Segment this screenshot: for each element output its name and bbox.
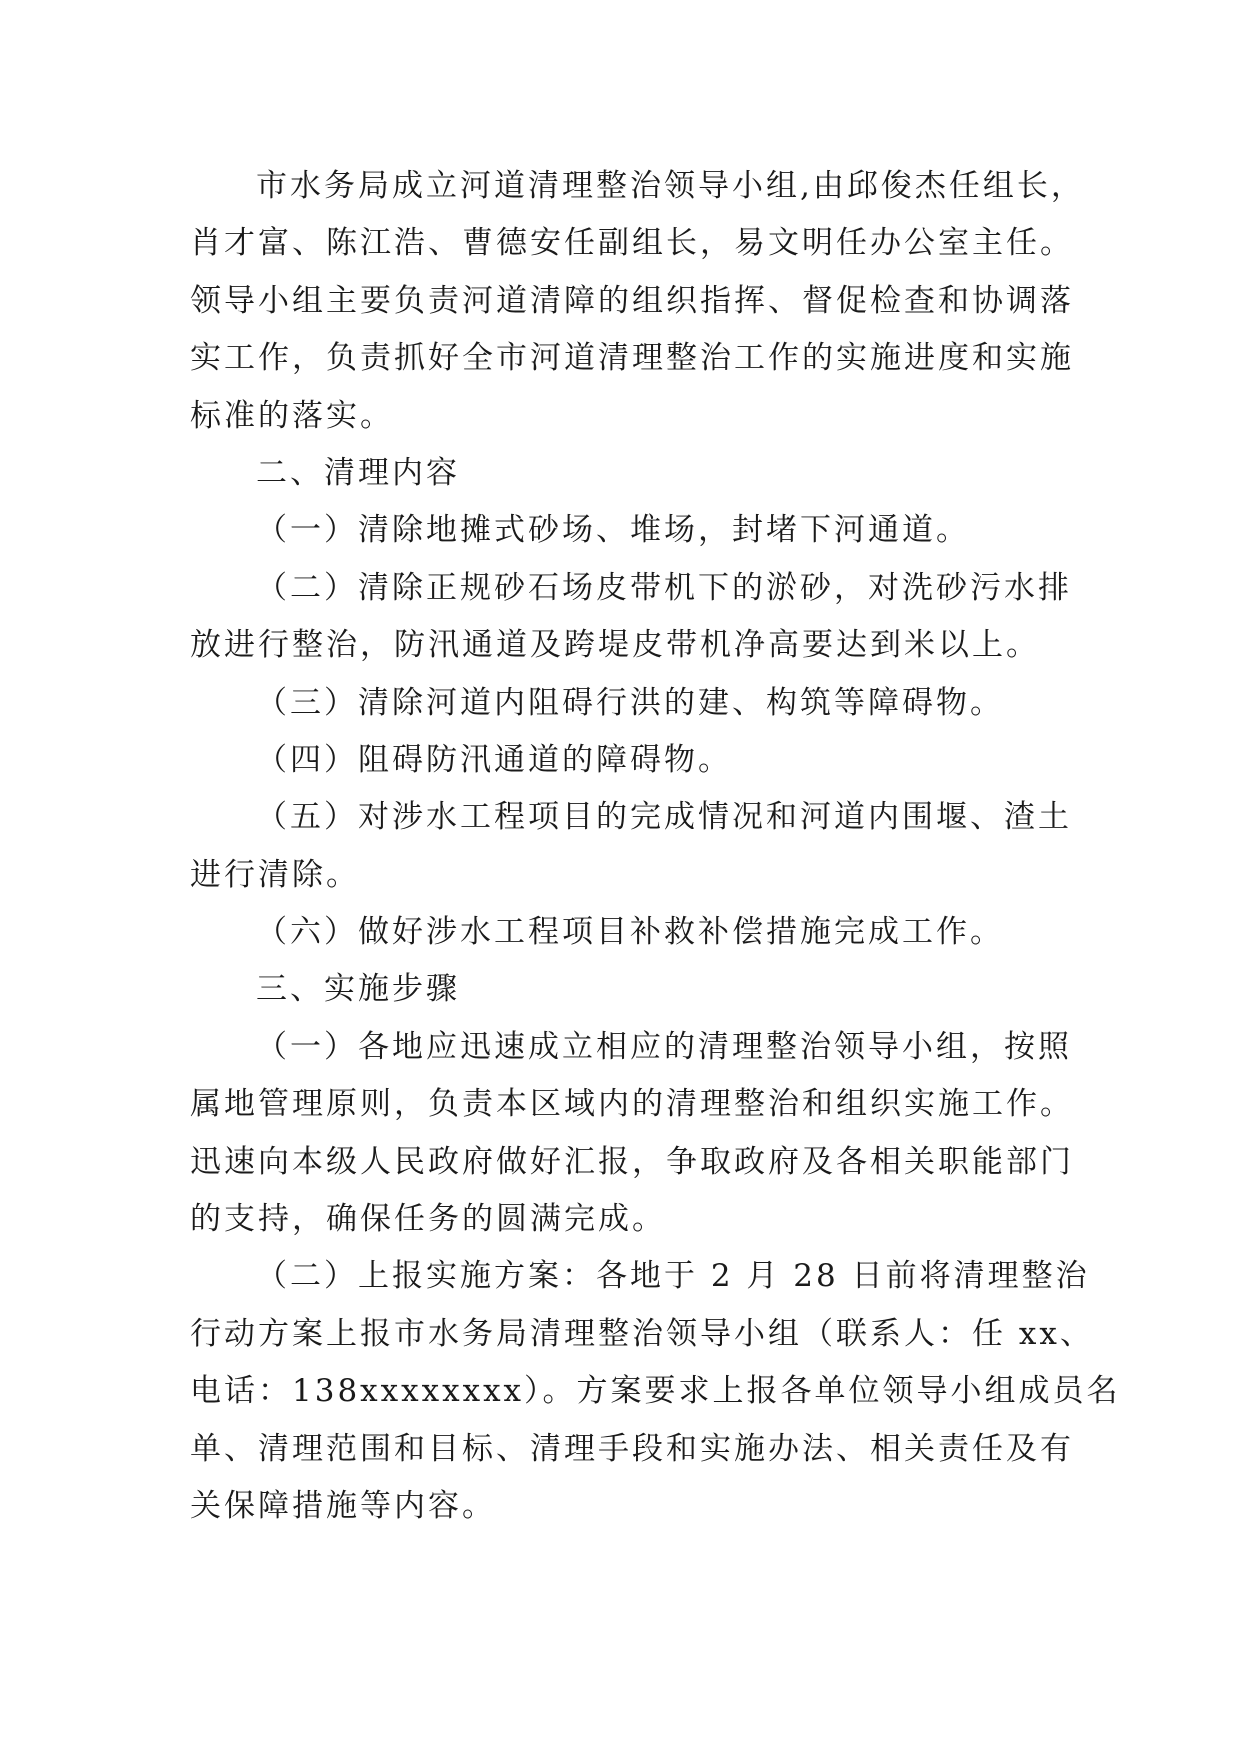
list-item: （二）清除正规砂石场皮带机下的淤砂，对洗砂污水排 bbox=[256, 569, 1072, 606]
list-item: （一）清除地摊式砂场、堆场，封堵下河通道。 bbox=[256, 512, 970, 549]
body-line: 关保障措施等内容。 bbox=[190, 1487, 496, 1524]
list-item: （四）阻碍防汛通道的障碍物。 bbox=[256, 741, 732, 778]
list-item: （一）各地应迅速成立相应的清理整治领导小组，按照 bbox=[256, 1028, 1072, 1065]
body-line: 标准的落实。 bbox=[190, 397, 394, 434]
body-line: 迅速向本级人民政府做好汇报，争取政府及各相关职能部门 bbox=[190, 1143, 1074, 1180]
body-line: 实工作，负责抓好全市河道清理整治工作的实施进度和实施 bbox=[190, 340, 1074, 377]
document-body bbox=[190, 158, 1121, 1535]
body-line: 放进行整治，防汛通道及跨堤皮带机净高要达到米以上。 bbox=[190, 627, 1040, 664]
list-item: （六）做好涉水工程项目补救补偿措施完成工作。 bbox=[256, 914, 1004, 951]
body-line: 肖才富、陈江浩、曹德安任副组长，易文明任办公室主任。 bbox=[190, 225, 1074, 262]
body-line: 单、清理范围和目标、清理手段和实施办法、相关责任及有 bbox=[190, 1430, 1074, 1467]
body-line: 属地管理原则，负责本区域内的清理整治和组织实施工作。 bbox=[190, 1086, 1074, 1123]
body-line: 领导小组主要负责河道清障的组织指挥、督促检查和协调落 bbox=[190, 282, 1074, 319]
body-line: 进行清除。 bbox=[190, 856, 360, 893]
list-item: （三）清除河道内阻碍行洪的建、构筑等障碍物。 bbox=[256, 684, 1004, 721]
section-heading: 三、实施步骤 bbox=[256, 971, 460, 1008]
body-line: 市水务局成立河道清理整治领导小组,由邱俊杰任组长， bbox=[256, 168, 1085, 204]
section-heading: 二、清理内容 bbox=[256, 454, 460, 491]
list-item: （五）对涉水工程项目的完成情况和河道内围堰、渣土 bbox=[256, 799, 1072, 836]
list-item: （二）上报实施方案：各地于 2 月 28 日前将清理整治 bbox=[256, 1258, 1090, 1295]
body-line: 电话：138xxxxxxxx）。方案要求上报各单位领导小组成员名 bbox=[190, 1373, 1121, 1410]
body-line: 行动方案上报市水务局清理整治领导小组（联系人：任 xx、 bbox=[190, 1315, 1094, 1352]
body-line: 的支持，确保任务的圆满完成。 bbox=[190, 1201, 666, 1238]
